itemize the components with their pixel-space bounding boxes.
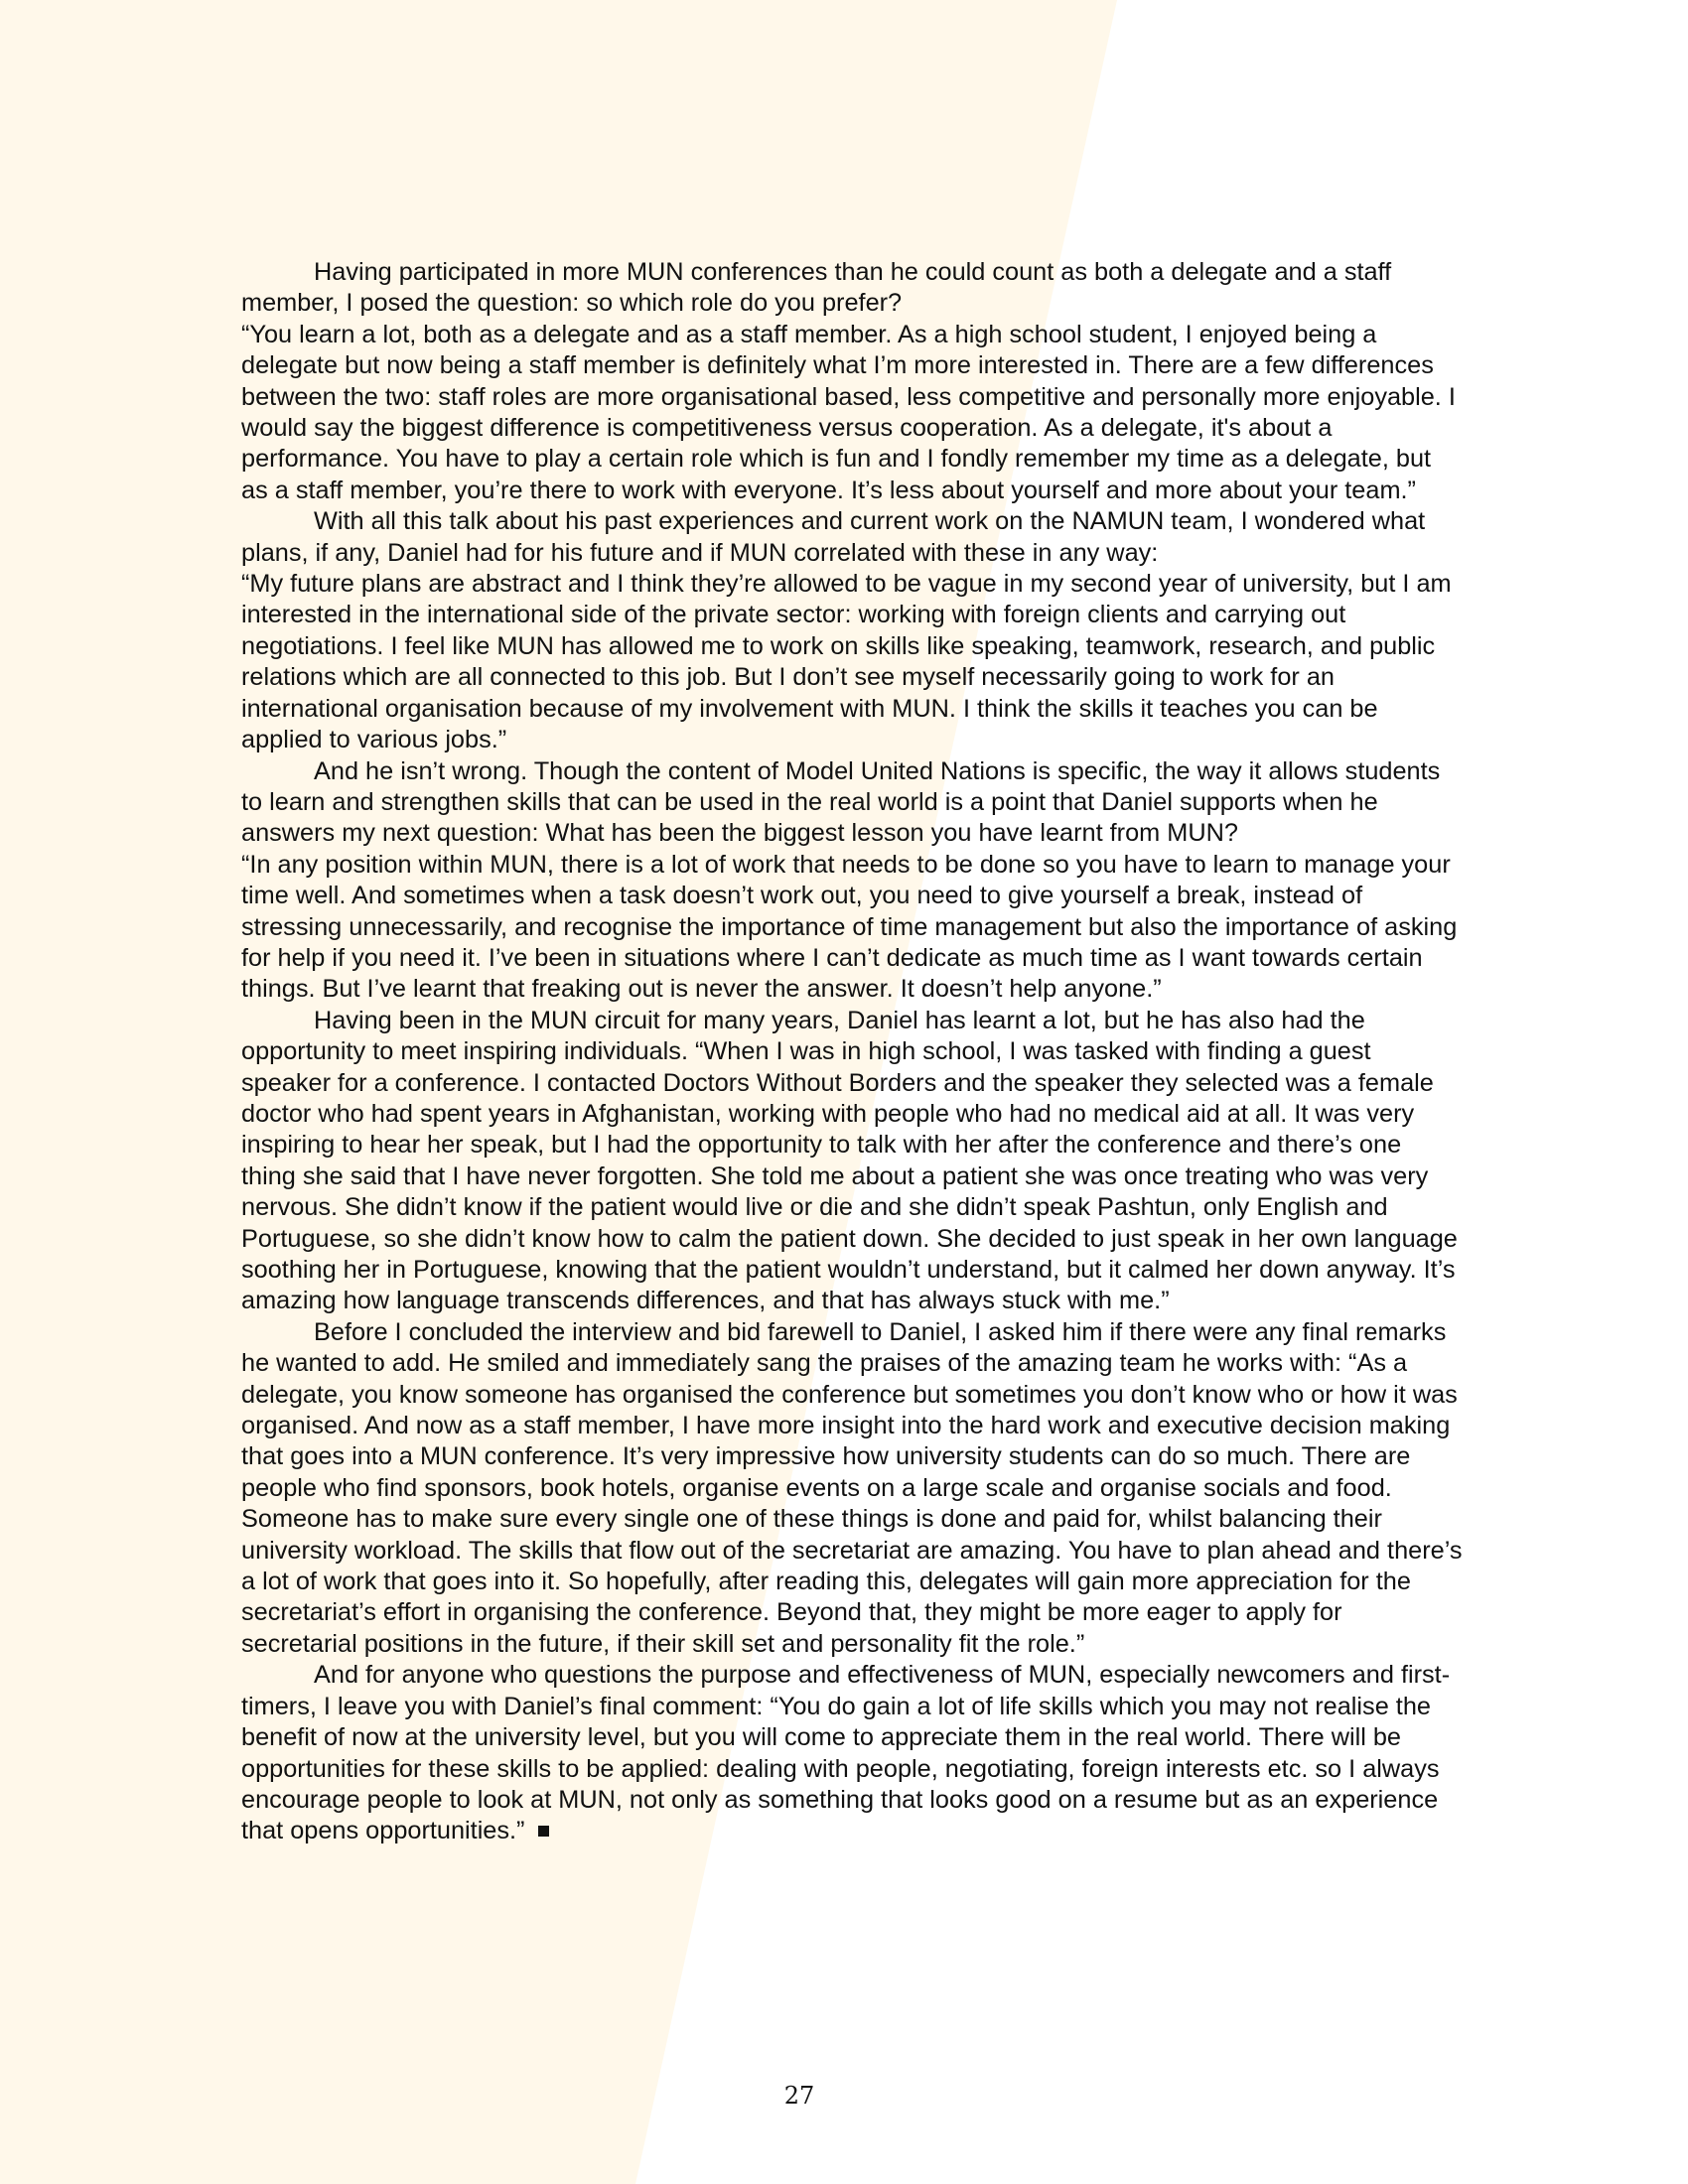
page-number: 27 bbox=[783, 2082, 815, 2110]
article-paragraph: “You learn a lot, both as a delegate and as a staff member. As a high school student, I enjoyed being a delegate but now being a staff member is definitely what I’m more interested in. There are a few differences between the two: staff roles are more organisational based, less competitive and personally more enjoyable. I would say the biggest difference is competitiveness versus cooperation. As a delegate, it's about a performance. You have to play a certain role which is fun and I fondly remember my time as a delegate, but as a staff member, you’re there to work with everyone. It’s less about yourself and more about your team.” bbox=[241, 320, 1456, 504]
article-paragraph: Having participated in more MUN conferences than he could count as both a delegate and a staff member, I posed the question: so which role do you prefer? bbox=[241, 258, 1392, 318]
article-paragraph: Before I concluded the interview and bid farewell to Daniel, I asked him if there were any final remarks he wanted to add. He smiled and immediately sang the praises of the amazing team he works with: “As a delegate, you know someone has organised the conference but sometimes you don’t know who or how it was organised. And now as a staff member, I have more insight into the hard work and executive decision making that goes into a MUN conference. It’s very impressive how university students can do so much. There are people who find sponsors, book hotels, organise events on a large scale and organise socials and food. Someone has to make sure every single one of these things is done and paid for, whilst balancing their university workload. The skills that flow out of the secretariat are amazing. You have to plan ahead and there’s a lot of work that goes into it. So hopefully, after reading this, delegates will gain more appreciation for the secretariat’s effort in organising the conference. Beyond that, they might be more eager to apply for secretarial positions in the future, if their skill set and personality fit the role.” bbox=[241, 1317, 1463, 1658]
article-body bbox=[241, 257, 1463, 1847]
article-paragraph: “In any position within MUN, there is a lot of work that needs to be done so you have to learn to manage your time well. And sometimes when a task doesn’t work out, you need to give yourself a break, instead of stressing unnecessarily, and recognise the importance of time management but also the importance of asking for help if you need it. I’ve been in situations where I can’t dedicate as much time as I want towards certain things. But I’ve learnt that freaking out is never the answer. It doesn’t help anyone.” bbox=[241, 850, 1458, 1004]
article-paragraph-final bbox=[241, 1660, 1463, 1846]
article-paragraph: Having been in the MUN circuit for many years, Daniel has learnt a lot, but he has also had the opportunity to meet inspiring individuals. “When I was in high school, I was tasked with finding a guest speaker for a conference. I contacted Doctors Without Borders and the speaker they selected was a female doctor who had spent years in Afghanistan, working with people who had no medical aid at all. It was very inspiring to hear her speak, but I had the opportunity to talk with her after the conference and there’s one thing she said that I have never forgotten. She told me about a patient she was once treating who was very nervous. She didn’t know if the patient would live or die and she didn’t speak Pashtun, only English and Portuguese, so she didn’t know how to calm the patient down. She decided to just speak in her own language soothing her in Portuguese, knowing that the patient wouldn’t understand, but it calmed her down anyway. It’s amazing how language transcends differences, and that has always stuck with me.” bbox=[241, 1006, 1458, 1315]
article-paragraph: “My future plans are abstract and I think they’re allowed to be vague in my second year of university, but I am interested in the international side of the private sector: working with foreign clients and carrying out negotiations. I feel like MUN has allowed me to work on skills like speaking, teamwork, research, and public relations which are all connected to this job. But I don’t see myself necessarily going to work for an international organisation because of my involvement with MUN. I think the skills it teaches you can be applied to various jobs.” bbox=[241, 570, 1452, 754]
article-paragraph: With all this talk about his past experiences and current work on the NAMUN team, I wondered what plans, if any, Daniel had for his future and if MUN correlated with these in any way: bbox=[241, 507, 1426, 567]
article-paragraph-text: And for anyone who questions the purpose and effectiveness of MUN, especially newcomers and first-timers, I leave you with Daniel’s final comment: “You do gain a lot of life skills which you may not realise the benefit of now at the university level, but you will come to appreciate them in the real world. There will be opportunities for these skills to be applied: dealing with people, negotiating, foreign interests etc. so I always encourage people to look at MUN, not only as something that looks good on a resume but as an experience that opens opportunities.” bbox=[241, 1661, 1451, 1845]
end-of-article-mark bbox=[538, 1826, 549, 1837]
article-paragraph: And he isn’t wrong. Though the content of Model United Nations is specific, the way it allows students to learn and strengthen skills that can be used in the real world is a point that Daniel supports when he answers my next question: What has been the biggest lesson you have learnt from MUN? bbox=[241, 756, 1441, 848]
